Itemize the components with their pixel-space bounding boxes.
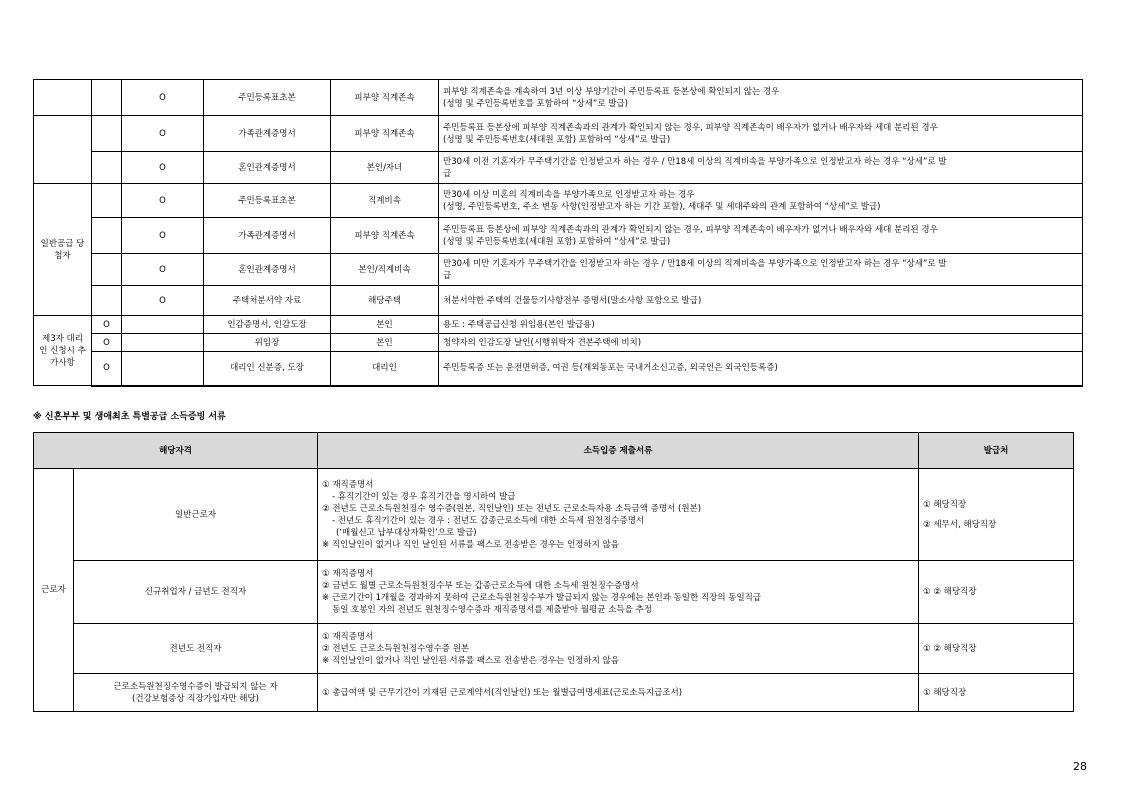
description: 만30세 이상 미혼의 직계비속을 부양가족으로 인정받고자 하는 경우 (성명, 주민등록번호, 주소 변동 사항(인정받고자 하는 기간 포함), 세대주 및 세대주와의 관계 포함하여 “상세”로 발급) [439, 184, 1083, 218]
required-documents: ① 재직증명서 ② 금년도 월별 근로소득원천징수부 또는 갑종근로소득에 대한 소득세 원천징수증명서 ※ 근로기간이 1개월을 경과하지 못하여 근로소득원천징수부가 발급되지 않는 경우에는 본인과 동일한 직장의 동일직급 동일 호봉인 자의 전년도 원천징수영수증과 재직증명서를 제출받아 월평균 소득을 추정 [318, 561, 919, 624]
col-check-a: O [92, 316, 122, 334]
col-check-a [92, 286, 122, 316]
col-check-b: O [122, 80, 204, 116]
group-cell-blank [34, 152, 92, 184]
description: 피부양 직계존속을 계속하여 3년 이상 부양기간이 주민등록표 등본상에 확인되지 않는 경우 (성명 및 주민등록번호를 포함하여 “상세”로 발급) [439, 80, 1083, 116]
group-cell-blank [34, 116, 92, 152]
table-row [34, 116, 1083, 152]
header-documents: 소득입증 제출서류 [318, 433, 919, 469]
document-name: 주민등록표초본 [204, 80, 331, 116]
description: 주민등록표 등본상에 피부양 직계존속과의 관계가 확인되지 않는 경우, 피부양 직계존속이 배우자가 없거나 배우자와 세대 분리된 경우 (성명 및 주민등록번호(세대원 포함) 포함하여 “상세”로 발급) [439, 116, 1083, 152]
description: 주민등록표 등본상에 피부양 직계존속과의 관계가 확인되지 않는 경우, 피부양 직계존속이 배우자가 없거나 배우자와 세대 분리된 경우 (성명 및 주민등록번호(세대원 포함) 포함하여 “상세”로 발급) [439, 218, 1083, 254]
table-row [34, 316, 1083, 334]
table-row [34, 254, 1083, 286]
document-name: 주택처분서약 자료 [204, 286, 331, 316]
col-check-a [92, 254, 122, 286]
document-name: 대리인 신분증, 도장 [204, 352, 331, 386]
group-proxy-applicant: 제3자 대리인 신청시 추가사항 [34, 316, 92, 386]
target-person: 본인/직계비속 [331, 254, 439, 286]
col-check-b: O [122, 254, 204, 286]
description: 용도 : 주택공급신청 위임용(본인 발급용) [439, 316, 1083, 334]
qualification: 전년도 전직자 [74, 624, 318, 674]
group-cell-blank [34, 80, 92, 116]
documents-table [33, 79, 1083, 387]
document-name: 인감증명서, 인감도장 [204, 316, 331, 334]
required-documents: ① 총급여액 및 근무기간이 기재된 근로계약서(직인날인) 또는 월별급여명세표(근로소득지급조서) [318, 674, 919, 712]
table-row [34, 561, 1074, 624]
col-check-b: O [122, 184, 204, 218]
qualification: 근로소득원천징수영수증이 발급되지 않는 자 (건강보험증상 직장가입자만 해당) [74, 674, 318, 712]
col-check-b: O [122, 152, 204, 184]
target-person: 직계비속 [331, 184, 439, 218]
target-person: 피부양 직계존속 [331, 80, 439, 116]
group-general-winner: 일반공급 당첨자 [34, 184, 92, 316]
description: 처분서약한 주택의 건물등기사항전부 증명서(말소사항 포함으로 발급) [439, 286, 1083, 316]
col-check-a [92, 184, 122, 218]
group-employee: 근로자 [34, 469, 74, 712]
document-name: 혼인관계증명서 [204, 152, 331, 184]
header-qualification: 해당자격 [34, 433, 318, 469]
required-documents: ① 재직증명서 - 휴직기간이 있는 경우 휴직기간을 명시하여 발급 ② 전년도 근로소득원천징수 영수증(원본, 직인날인) 또는 전년도 근로소득자용 소득금액 증명서 (원본) - 전년도 휴직기간이 있는 경우 : 전년도 갑종근로소득에 대한 소득세 원천징수증명서 (‘매월신고 납부대상자확인’으로 발급) ※ 직인날인이 없거나 직인 날인된 서류를 팩스로 전송받은 경우는 인정하지 않음 [318, 469, 919, 561]
issuer: ① 해당직장 ② 세무서, 해당직장 [919, 469, 1074, 561]
col-check-b: O [122, 116, 204, 152]
col-check-a [92, 152, 122, 184]
col-check-a [92, 116, 122, 152]
description: 만30세 미만 기혼자가 무주택기간을 인정받고자 하는 경우 / 만18세 이상의 직계비속을 부양가족으로 인정받고자 하는 경우 “상세”로 발 급 [439, 254, 1083, 286]
issuer: ① 해당직장 [919, 674, 1074, 712]
income-proof-table [33, 432, 1074, 712]
col-check-a [92, 80, 122, 116]
qualification: 일반근로자 [74, 469, 318, 561]
description: 만30세 이전 기혼자가 무주택기간을 인정받고자 하는 경우 / 만18세 이상의 직계비속을 부양가족으로 인정받고자 하는 경우 “상세”로 발 급 [439, 152, 1083, 184]
col-check-b: O [122, 218, 204, 254]
issuer: ① ② 해당직장 [919, 561, 1074, 624]
qualification: 신규취업자 / 금년도 전직자 [74, 561, 318, 624]
col-check-b: O [122, 286, 204, 316]
table-row [34, 674, 1074, 712]
description: 청약자의 인감도장 날인(시행위탁자 견본주택에 비치) [439, 334, 1083, 352]
document-name: 가족관계증명서 [204, 218, 331, 254]
document-name: 가족관계증명서 [204, 116, 331, 152]
col-check-a: O [92, 352, 122, 386]
target-person: 해당주택 [331, 286, 439, 316]
issuer: ① ② 해당직장 [919, 624, 1074, 674]
col-check-b [122, 334, 204, 352]
target-person: 본인 [331, 334, 439, 352]
target-person: 피부양 직계존속 [331, 218, 439, 254]
target-person: 본인/자녀 [331, 152, 439, 184]
target-person: 피부양 직계존속 [331, 116, 439, 152]
document-name: 혼인관계증명서 [204, 254, 331, 286]
section-title: ※ 신혼부부 및 생애최초 특별공급 소득증빙 서류 [33, 412, 226, 422]
table-row [34, 352, 1083, 386]
description: 주민등록증 또는 운전면허증, 여권 등(재외동포는 국내거소신고증, 외국인은 외국인등록증) [439, 352, 1083, 386]
col-check-b [122, 316, 204, 334]
table-row [34, 184, 1083, 218]
table-row [34, 218, 1083, 254]
table-row [34, 334, 1083, 352]
table-row [34, 624, 1074, 674]
table-row [34, 80, 1083, 116]
target-person: 본인 [331, 316, 439, 334]
col-check-a: O [92, 334, 122, 352]
table-row [34, 286, 1083, 316]
table-row [34, 469, 1074, 561]
document-name: 주민등록표초본 [204, 184, 331, 218]
page-number: 28 [1073, 760, 1087, 773]
header-issuer: 발급처 [919, 433, 1074, 469]
required-documents: ① 재직증명서 ② 전년도 근로소득원천징수영수증 원본 ※ 직인날인이 없거나 직인 날인된 서류를 팩스로 전송받은 경우는 인정하지 않음 [318, 624, 919, 674]
col-check-a [92, 218, 122, 254]
target-person: 대리인 [331, 352, 439, 386]
col-check-b [122, 352, 204, 386]
document-name: 위임장 [204, 334, 331, 352]
table-header-row [34, 433, 1074, 469]
table-row [34, 152, 1083, 184]
